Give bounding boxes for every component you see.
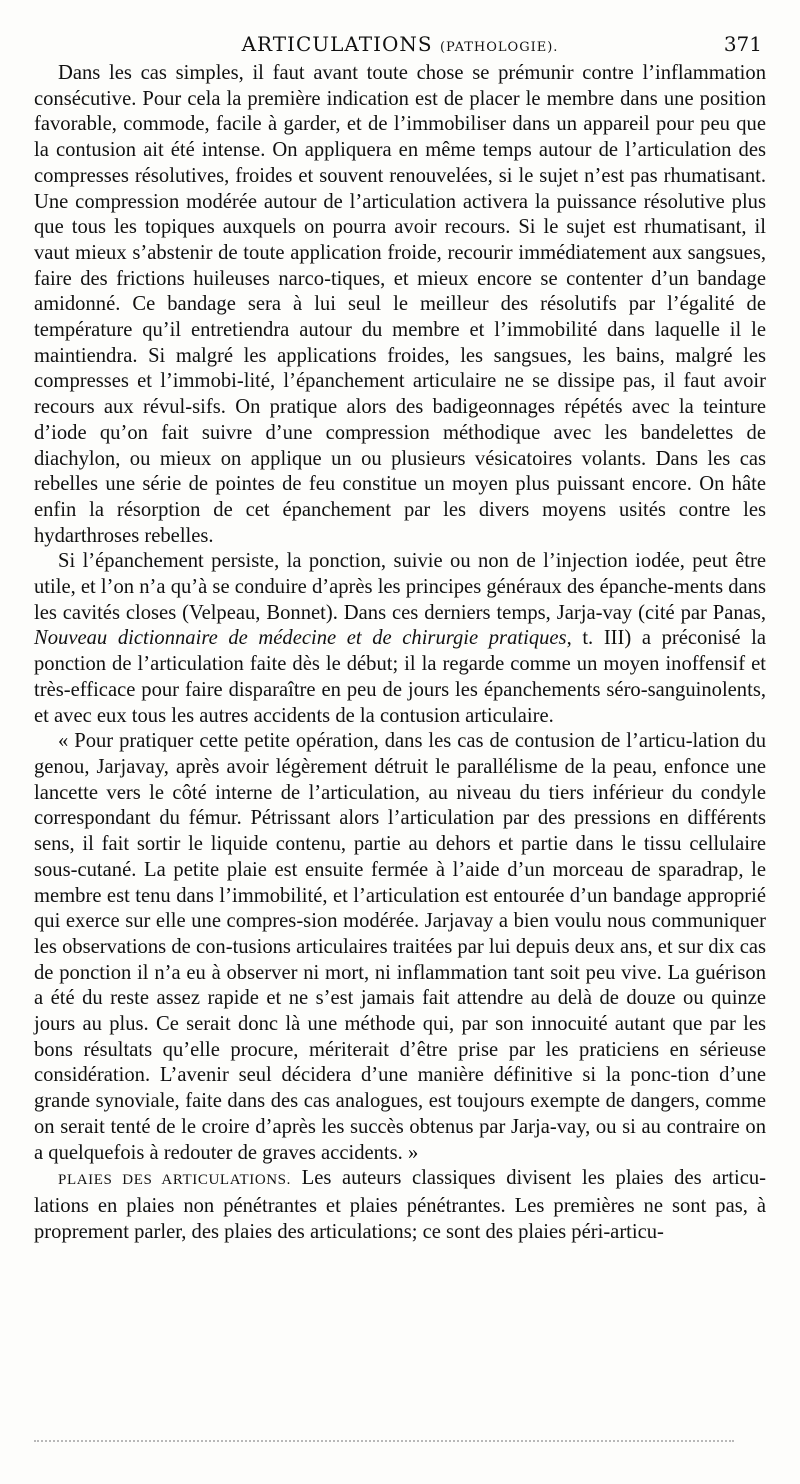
page-number: 371 [723,32,762,56]
paragraph-text: Dans les cas simples, il faut avant toute chose se prémunir contre l’inflammation consécutive. Pour cela la première indication est de placer le membre dans une position favorable, commode, facile à garder, et de l’immobiliser dans un appareil pour peu que la contusion ait été intense. On appliquera en même temps autour de l’articulation des compresses résolutives, froides et souvent renouvelées, si le sujet n’est pas rhumatisant. Une compression modérée autour de l’articulation activera la puissance résolutive plus que tous les topiques auxquels on pourra avoir recours. Si le sujet est rhumatisant, il vaut mieux s’abstenir de toute application froide, recourir immédiatement aux sangsues, faire des frictions huileuses narco-tiques, et mieux encore se contenter d’un bandage amidonné. Ce bandage sera à lui seul le meilleur des résolutifs par l’égalité de température qu’il entretiendra autour du membre et l’immobilité dans laquelle il le maintiendra. Si malgré les applications froides, les sangsues, les bains, malgré les compresses et l’immobi-lité, l’épanchement articulaire ne se dissipe pas, il faut avoir recours aux révul-sifs. On pratique alors des badigeonnages répétés avec la teinture d’iode qu’on fait suivre d’une compression méthodique avec les bandelettes de diachylon, ou mieux on applique un ou plusieurs vésicatoires volants. Dans les cas rebelles une série de pointes de feu constitue un moyen plus puissant encore. On hâte enfin la résorption de cet épanchement par les divers moyens usités contre les hydarthroses rebelles. [34,62,766,547]
body-text [34,61,766,1245]
footer-scan-artifact [34,1440,734,1446]
paragraph-text: , t. III) a préconisé la ponction de l’articulation faite dès le début; il la regarde comme un moyen inoffensif et très-efficace pour faire disparaître en peu de jours les épanchements séro-sanguinolents, et avec eux tous les autres accidents de la contusion articulaire. [34,627,767,727]
running-head [34,30,766,60]
paragraph-text: Les auteurs classiques divisent les plaies des articu-lations en plaies non pénétrantes et plaies pénétrantes. Les premières ne sont pas, à proprement parler, des plaies des articulations; ce sont des plaies péri-articu- [34,1167,766,1243]
running-title-main: ARTICULATIONS [241,32,433,56]
paragraph [34,1166,766,1245]
running-title-sub: (PATHOLOGIE). [439,40,559,55]
running-title [34,32,766,56]
italic-citation: Nouveau dictionnaire de médecine et de chirurgie pratiques [34,627,567,650]
paragraph-text: Si l’épanchement persiste, la ponction, suivie ou non de l’injection iodée, peut être utile, et l’on n’a qu’à se conduire d’après les principes généraux des épanche-ments dans les cavités closes (Velpeau, Bonnet). Dans ces derniers temps, Jarja-vay (cité par Panas, [34,550,766,624]
paragraph [34,61,766,549]
paragraph [34,729,766,1166]
paragraph [34,549,766,729]
section-heading: PLAIES DES ARTICULATIONS. [58,1172,291,1189]
paragraph-text: « Pour pratiquer cette petite opération, dans les cas de contusion de l’articu-lation du genou, Jarjavay, après avoir légèrement détruit le parallélisme de la peau, enfonce une lancette vers le côté interne de l’articulation, au niveau du tiers inférieur du condyle correspondant du fémur. Pétrissant alors l’articulation par des pressions en différents sens, il fait sortir le liquide contenu, partie au dehors et partie dans le tissu cellulaire sous-cutané. La petite plaie est ensuite fermée à l’aide d’un morceau de sparadrap, le membre est tenu dans l’immobilité, et l’articulation est entourée d’un bandage approprié qui exerce sur elle une compres-sion modérée. Jarjavay a bien voulu nous communiquer les observations de con-tusions articulaires traitées par lui depuis deux ans, et sur dix cas de ponction il n’a eu à observer ni mort, ni inflammation tant soit peu vive. La guérison a été du reste assez rapide et ne s’est jamais fait attendre au delà de douze ou quinze jours au plus. Ce serait donc là une méthode qui, par son innocuité autant que par les bons résultats qu’elle procure, mériterait d’être prise par les praticiens en sérieuse considération. L’avenir seul décidera d’une manière définitive si la ponc-tion d’une grande synoviale, faite dans des cas analogues, est toujours exempte de dangers, comme on serait tenté de le croire d’après les succès obtenus par Jarja-vay, ou si au contraire on a quelquefois à redouter de graves accidents. » [34,730,766,1164]
